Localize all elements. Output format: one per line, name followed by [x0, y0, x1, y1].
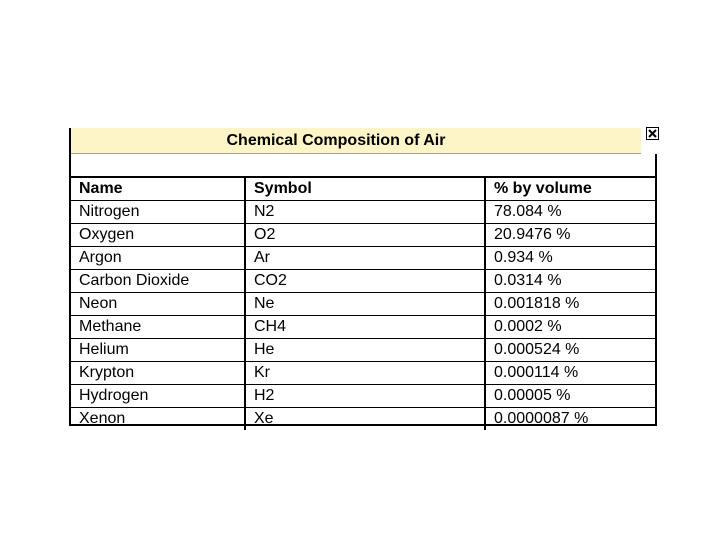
table-row — [71, 270, 655, 293]
table-row — [71, 385, 655, 408]
cell-symbol: He — [245, 339, 485, 362]
table-row — [71, 201, 655, 224]
cell-volume: 0.000114 % — [485, 362, 655, 385]
cell-symbol: Ar — [245, 247, 485, 270]
cell-name: Argon — [71, 247, 245, 270]
column-header-volume: % by volume — [485, 178, 655, 201]
table-row — [71, 362, 655, 385]
table-title-text: Chemical Composition of Air — [226, 131, 446, 149]
close-button[interactable] — [646, 127, 659, 140]
cell-volume: 78.084 % — [485, 201, 655, 224]
cell-volume: 20.9476 % — [485, 224, 655, 247]
cell-volume: 0.0314 % — [485, 270, 655, 293]
cell-symbol: CO2 — [245, 270, 485, 293]
cell-name: Nitrogen — [71, 201, 245, 224]
cell-volume: 0.00005 % — [485, 385, 655, 408]
cell-name: Helium — [71, 339, 245, 362]
cell-name: Oxygen — [71, 224, 245, 247]
cell-volume: 0.0002 % — [485, 316, 655, 339]
cell-name: Hydrogen — [71, 385, 245, 408]
cell-symbol: CH4 — [245, 316, 485, 339]
table-row — [71, 224, 655, 247]
cell-symbol: Kr — [245, 362, 485, 385]
cell-name: Carbon Dioxide — [71, 270, 245, 293]
cell-symbol: Ne — [245, 293, 485, 316]
close-icon — [648, 129, 657, 138]
table-row — [71, 408, 655, 431]
cell-name: Xenon — [71, 408, 245, 431]
table-row — [71, 339, 655, 362]
column-header-name: Name — [71, 178, 245, 201]
table-title — [71, 128, 641, 154]
cell-symbol: H2 — [245, 385, 485, 408]
cell-volume: 0.000524 % — [485, 339, 655, 362]
cell-name: Methane — [71, 316, 245, 339]
cell-volume: 0.001818 % — [485, 293, 655, 316]
composition-table-panel — [69, 128, 657, 426]
table-row — [71, 316, 655, 339]
cell-symbol: N2 — [245, 201, 485, 224]
composition-table — [71, 178, 655, 430]
table-row — [71, 293, 655, 316]
blank-row — [71, 154, 655, 178]
cell-symbol: O2 — [245, 224, 485, 247]
cell-name: Neon — [71, 293, 245, 316]
cell-symbol: Xe — [245, 408, 485, 431]
table-row — [71, 247, 655, 270]
cell-name: Krypton — [71, 362, 245, 385]
header-row — [71, 178, 655, 201]
cell-volume: 0.934 % — [485, 247, 655, 270]
column-header-symbol: Symbol — [245, 178, 485, 201]
cell-volume: 0.0000087 % — [494, 410, 589, 427]
